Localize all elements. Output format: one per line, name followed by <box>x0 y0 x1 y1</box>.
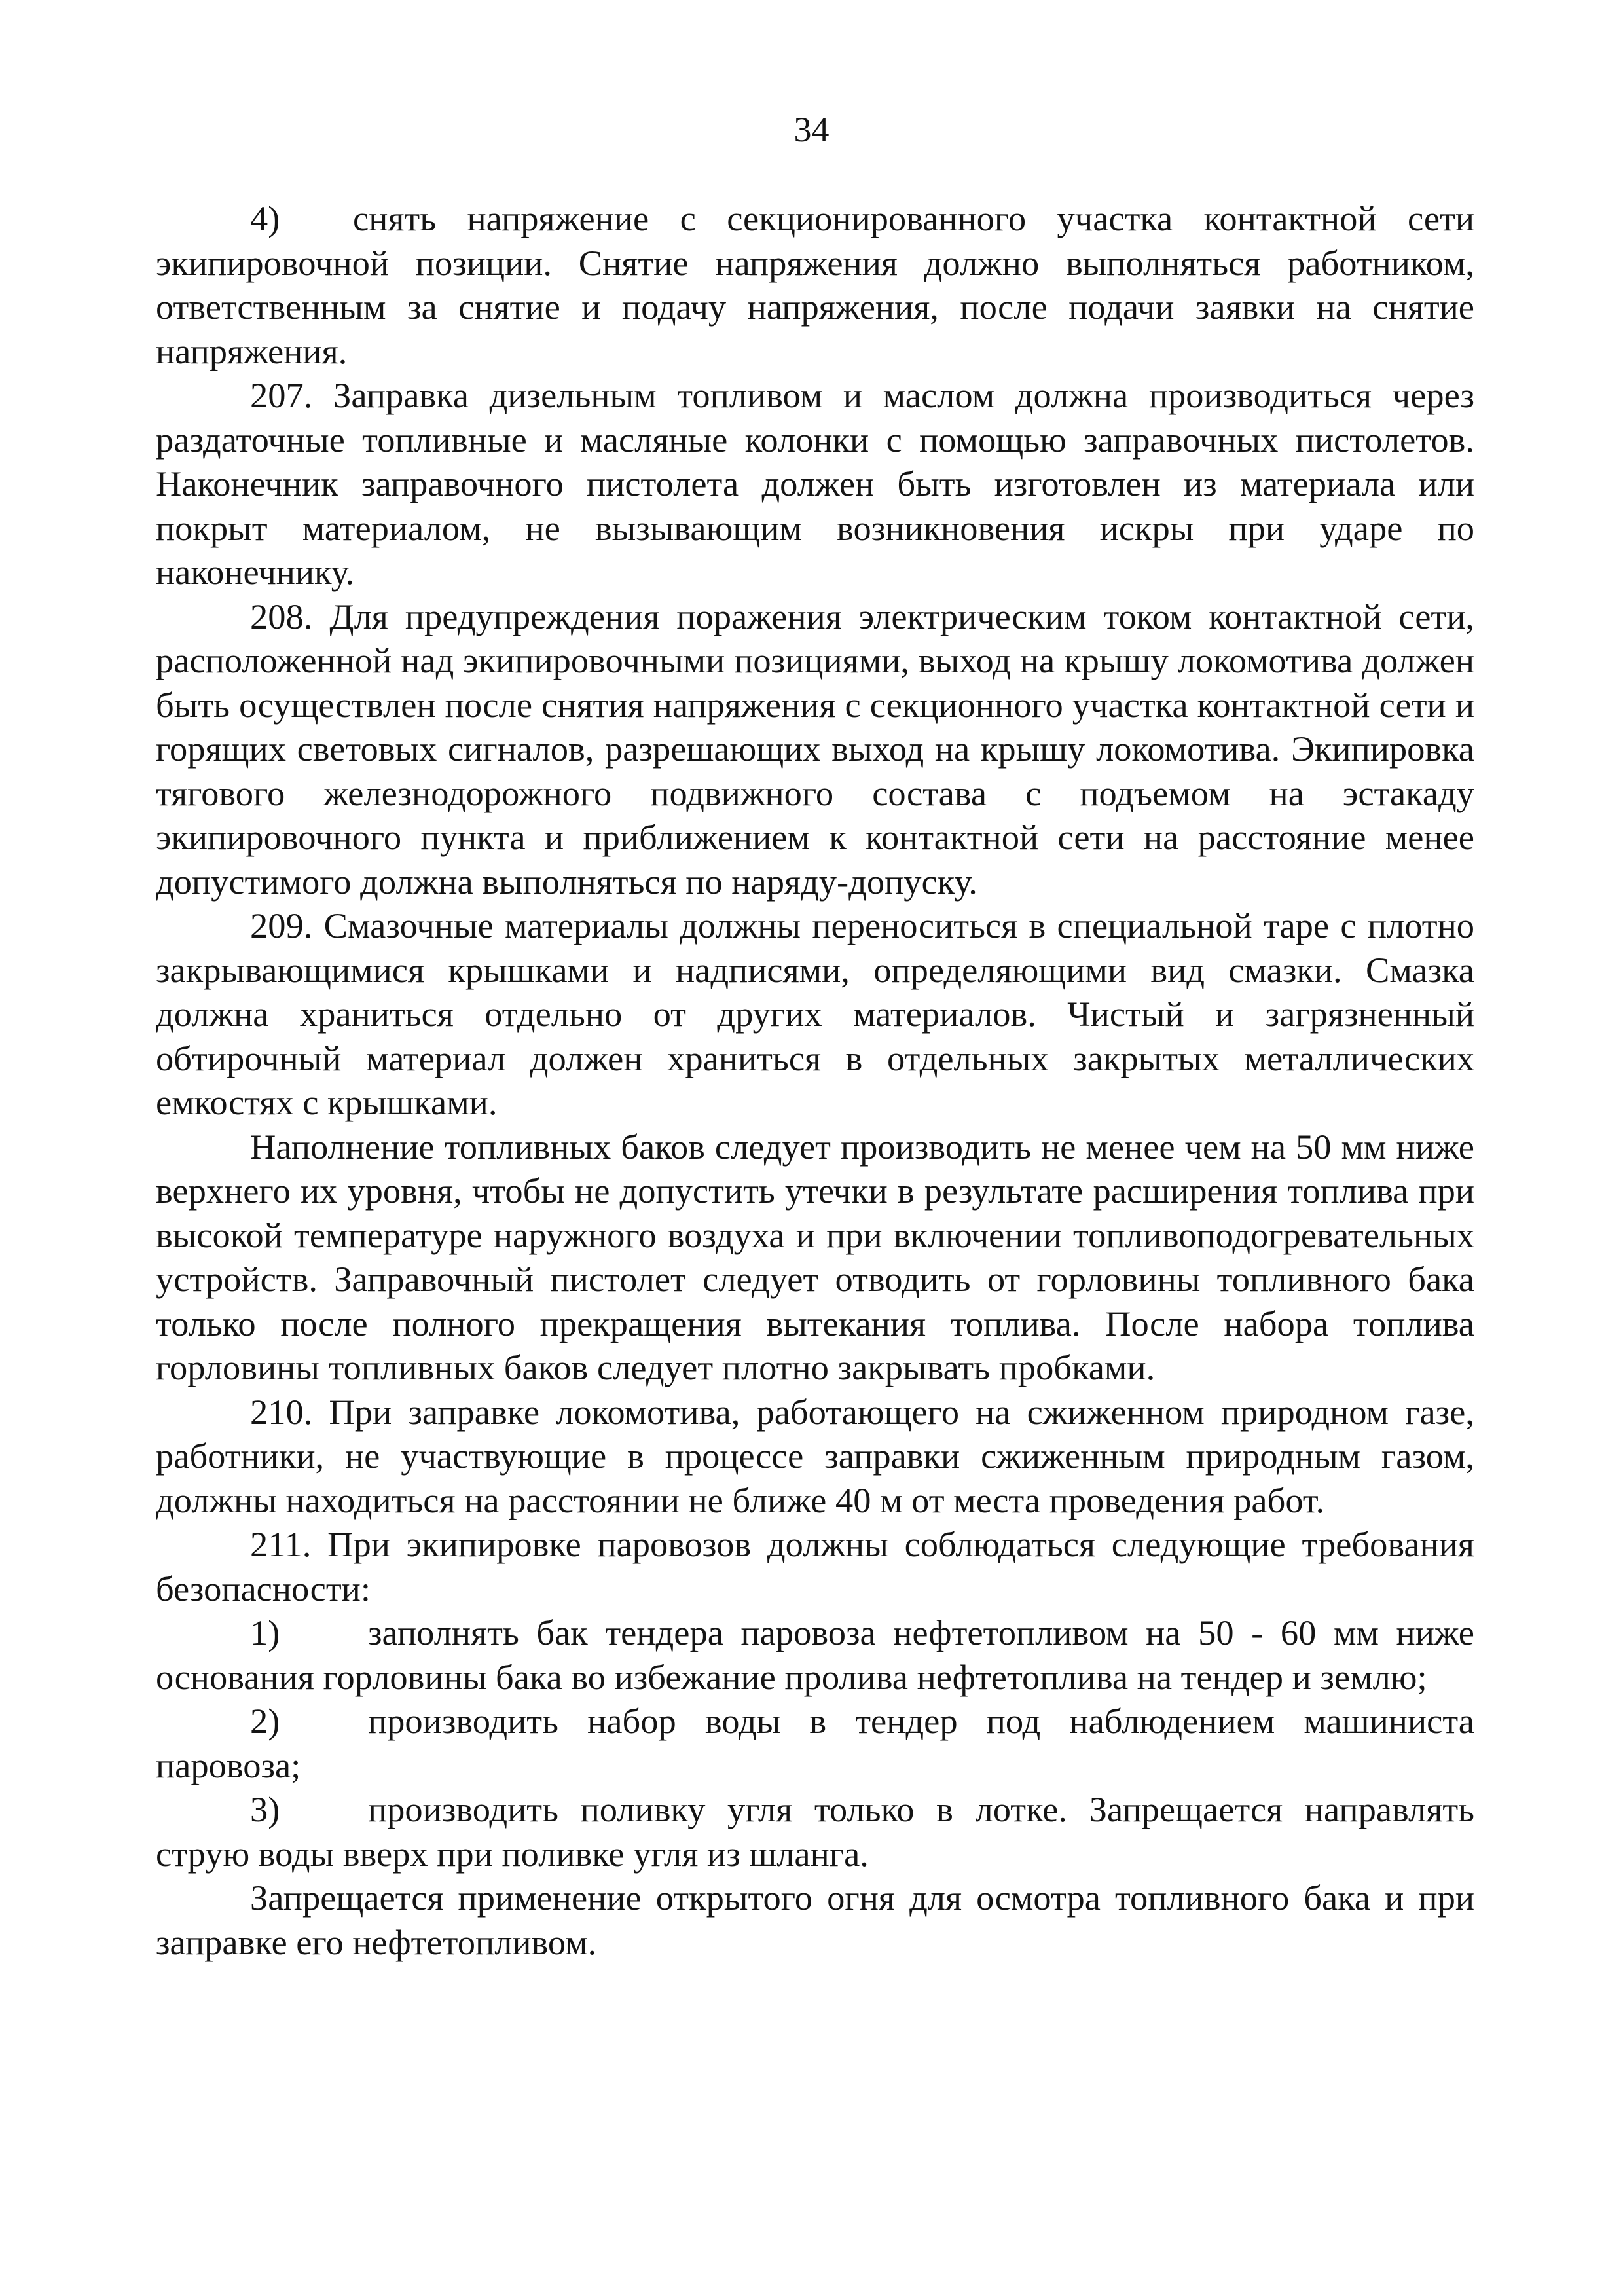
paragraph-208: 208. Для предупреждения поражения электрическим током контактной сети, расположенной над экипировочными позициями, выход на крышу локомотива должен быть осуществлен после снятия напряжения с секционного участка контактной сети и горящих световых сигналов, разрешающих выход на крышу локомотива. Экипировка тягового железнодорожного подвижного состава с подъемом на эстакаду экипировочного пункта и приближением к контактной сети на расстояние менее допустимого должна выполняться по наряду-допуску. <box>156 596 1474 902</box>
list-item-text: производить набор воды в тендер под наблюдением машиниста паровоза; <box>156 1701 1474 1785</box>
list-item-number: 4) <box>250 198 280 238</box>
paragraph-207: 207. Заправка дизельным топливом и маслом должна производиться через раздаточные топливные и масляные колонки с помощью заправочных пистолетов. Наконечник заправочного пистолета должен быть изготовлен из материала или покрыт материалом, не вызывающим возникновения искры при ударе по наконечнику. <box>156 375 1474 592</box>
paragraph-open-fire-prohibition: Запрещается применение открытого огня для осмотра топливного бака и при заправке его нефтетопливом. <box>156 1878 1474 1962</box>
list-item-text: производить поливку угля только в лотке. Запрещается направлять струю воды вверх при поливке угля из шланга. <box>156 1789 1474 1874</box>
list-item-text: снять напряжение с секционированного участка контактной сети экипировочной позиции. Снятие напряжения должно выполняться работником, ответственным за снятие и подачу напряжения, после подачи заявки на снятие напряжения. <box>156 198 1474 371</box>
list-item-3 <box>156 1787 1474 1876</box>
page-number: 34 <box>793 110 830 149</box>
list-item-1 <box>156 1611 1474 1699</box>
list-item-text: заполнять бак тендера паровоза нефтетопливом на 50 - 60 мм ниже основания горловины бака во избежание пролива нефтетоплива на тендер и землю; <box>156 1613 1474 1697</box>
list-item-2 <box>156 1699 1474 1787</box>
paragraph-fuel-tank-filling: Наполнение топливных баков следует производить не менее чем на 50 мм ниже верхнего их уровня, чтобы не допустить утечки в результате расширения топлива при высокой температуре наружного воздуха и при включении топливоподогревательных устройств. Заправочный пистолет следует отводить от горловины топливного бака только после полного прекращения вытекания топлива. После набора топлива горловины топливных баков следует плотно закрывать пробками. <box>156 1126 1474 1387</box>
document-body <box>156 196 1474 1964</box>
list-item-number: 1) <box>250 1613 280 1652</box>
paragraph-209: 209. Смазочные материалы должны переноситься в специальной таре с плотно закрывающимися крышками и надписями, определяющими вид смазки. Смазка должна храниться отдельно от других материалов. Чистый и загрязненный обтирочный материал должен храниться в отдельных закрытых металлических емкостях с крышками. <box>156 905 1474 1122</box>
list-item-4 <box>156 196 1474 373</box>
paragraph-210: 210. При заправке локомотива, работающего на сжиженном природном газе, работники, не участвующие в процессе заправки сжиженным природным газом, должны находиться на расстоянии не ближе 40 м от места проведения работ. <box>156 1391 1474 1520</box>
list-item-number: 3) <box>250 1789 280 1829</box>
paragraph-211: 211. При экипировке паровозов должны соблюдаться следующие требования безопасности: <box>156 1524 1474 1609</box>
list-item-number: 2) <box>250 1701 280 1741</box>
